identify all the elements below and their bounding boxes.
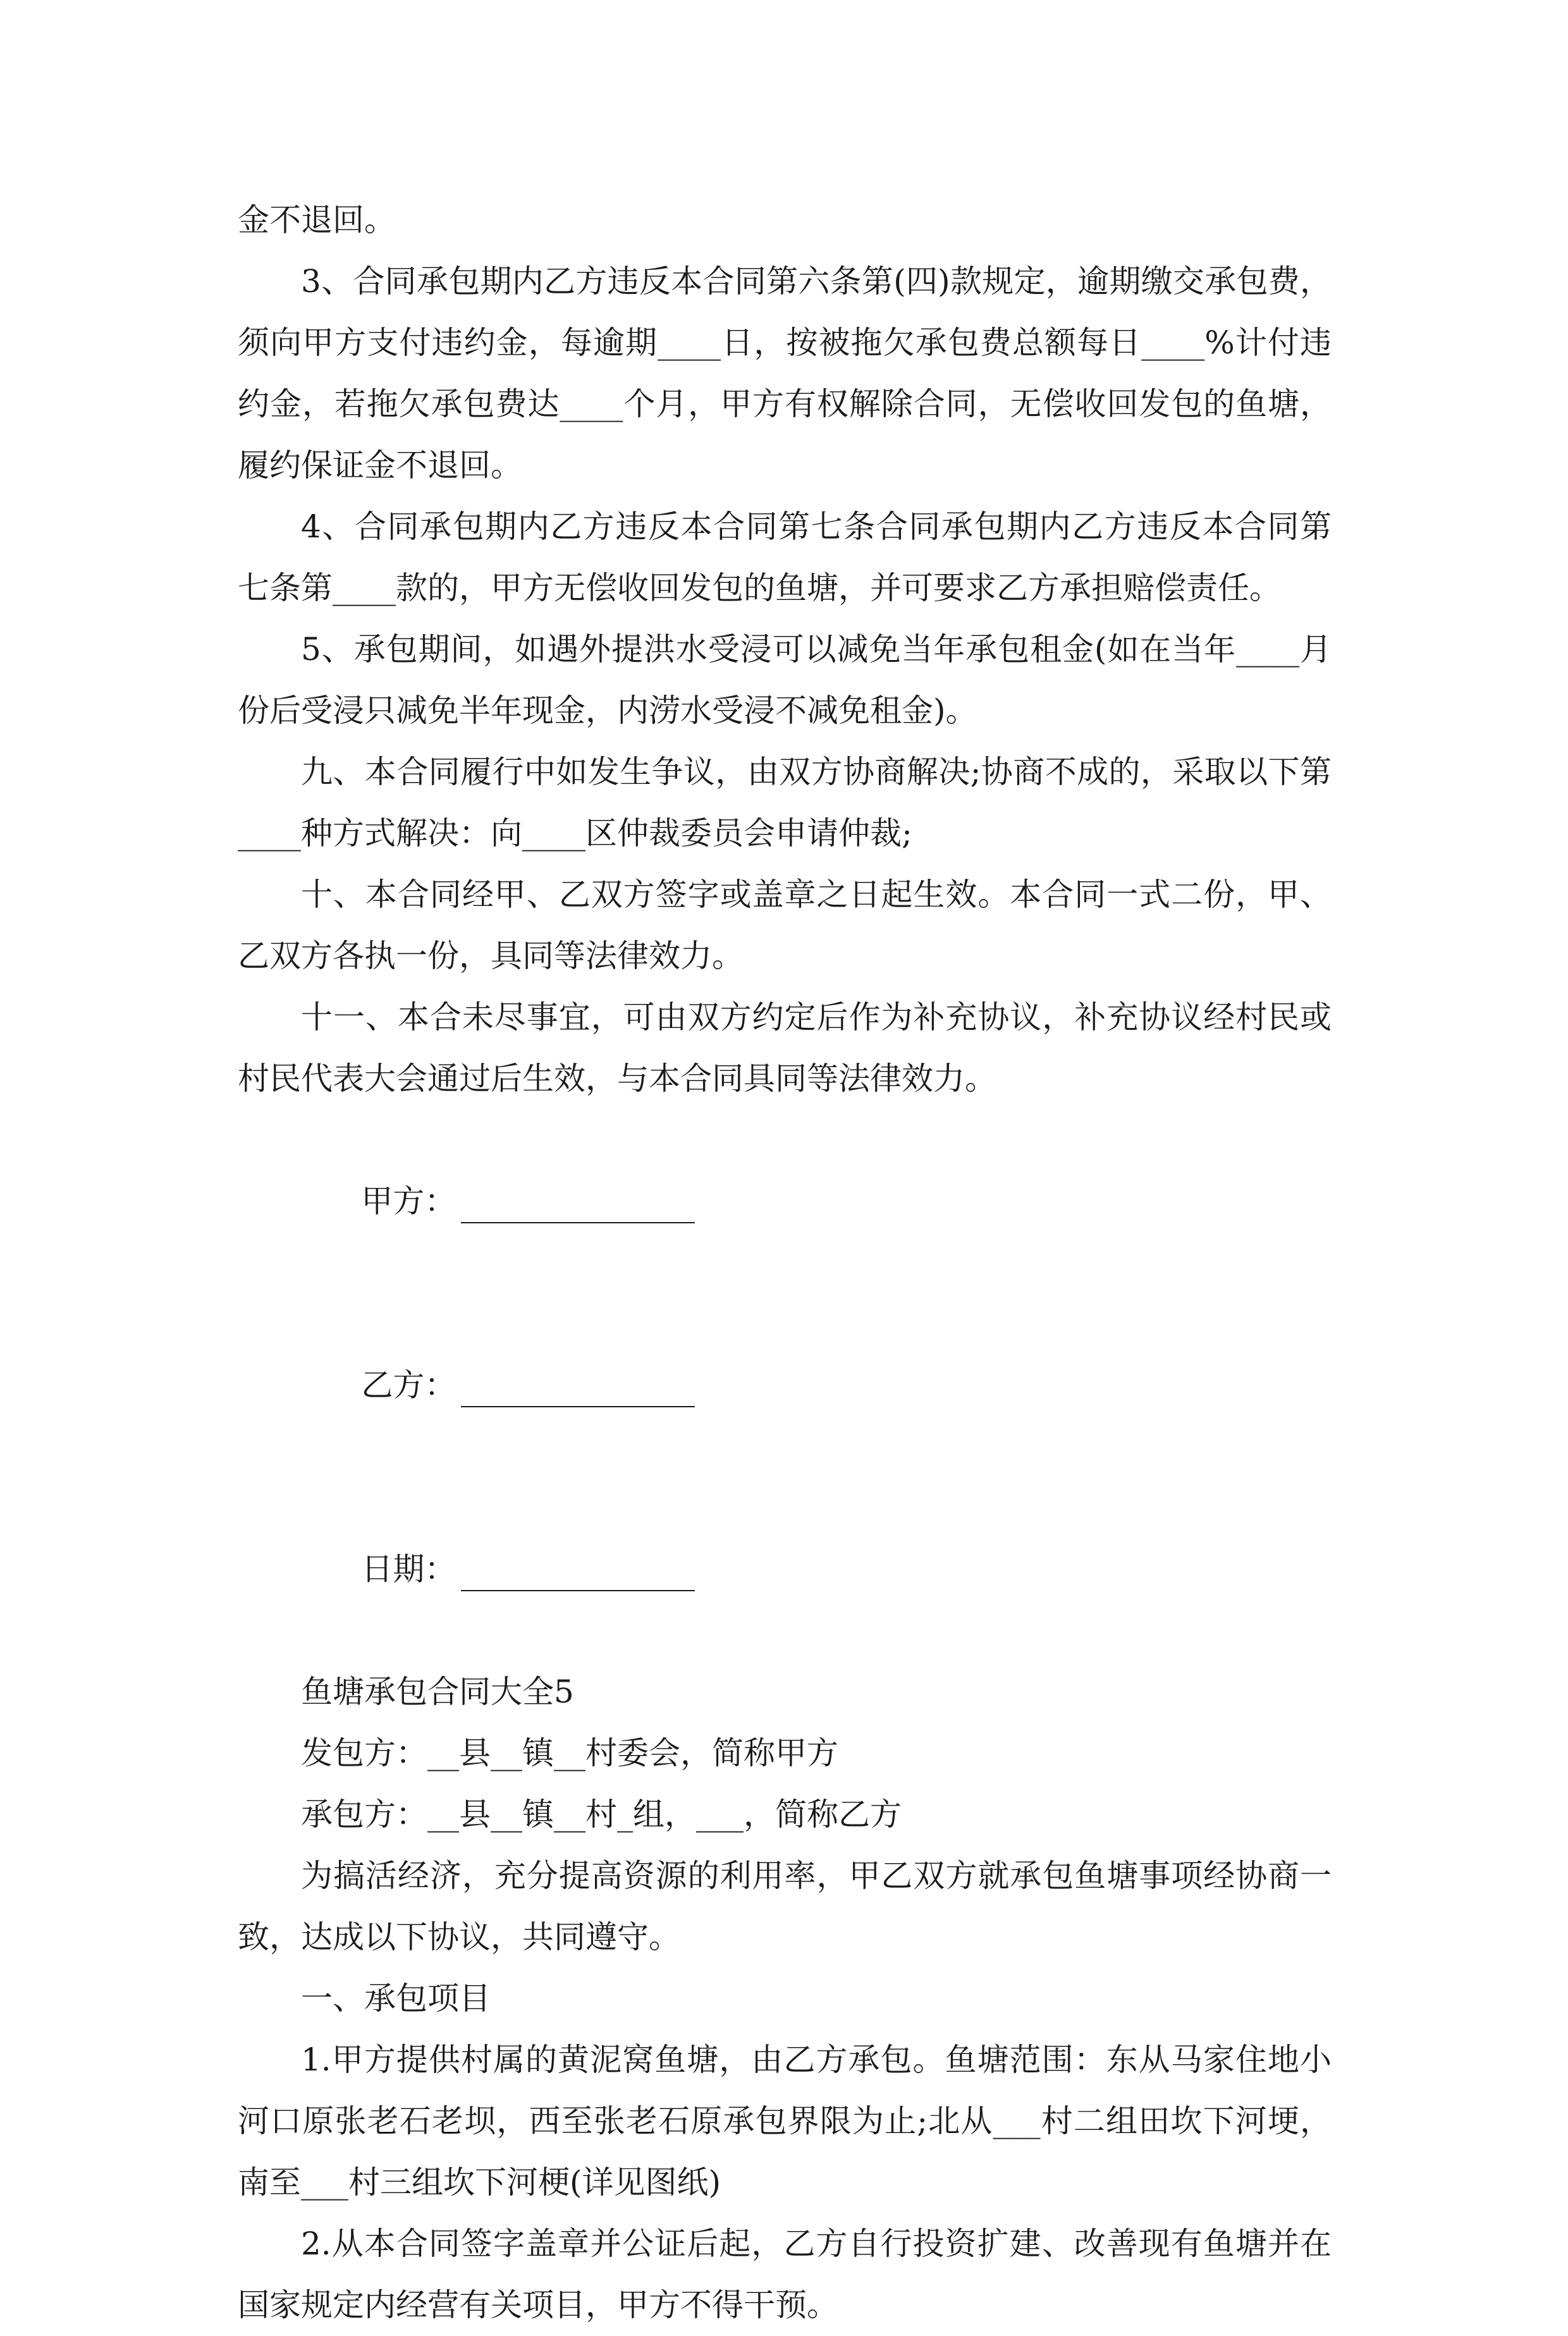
item-2-investment: 2.从本合同签字盖章并公证后起，乙方自行投资扩建、改善现有鱼塘并在国家规定内经营有关项目，甲方不得干预。 bbox=[238, 2225, 1332, 2323]
party-a-label: 甲方： bbox=[361, 1183, 456, 1220]
item-1-pond-scope: 1.甲方提供村属的黄泥窝鱼塘，由乙方承包。鱼塘范围：东从马家住地小河口原张老石老坝，西至张老石原承包界限为止;北从___村二组田坎下河埂，南至___村三组坎下河梗(详见图纸) bbox=[238, 2041, 1332, 2201]
contract-body bbox=[238, 190, 1332, 2336]
paragraph-continuation: 金不退回。 bbox=[238, 202, 396, 238]
signature-date bbox=[238, 1477, 1332, 1661]
clause-3-late-payment: 3、合同承包期内乙方违反本合同第六条第(四)款规定，逾期缴交承包费，须向甲方支付违约金，每逾期____日，按被拖欠承包费总额每日____%计付违约金，若拖欠承包费达____个月，甲方有权解除合同，无偿收回发包的鱼塘，履约保证金不退回。 bbox=[238, 263, 1332, 484]
signature-party-b bbox=[238, 1293, 1332, 1477]
date-signature-line bbox=[461, 1552, 695, 1591]
issuer-line: 发包方：__县__镇__村委会，简称甲方 bbox=[301, 1735, 838, 1771]
heading-contract-items: 一、承包项目 bbox=[301, 1980, 491, 2017]
party-b-signature-line bbox=[461, 1368, 695, 1407]
contractor-line: 承包方：__县__镇__村_组，___，简称乙方 bbox=[301, 1796, 902, 1833]
section-title: 鱼塘承包合同大全5 bbox=[301, 1673, 574, 1710]
party-b-label: 乙方： bbox=[361, 1367, 456, 1403]
clause-4-breach: 4、合同承包期内乙方违反本合同第七条合同承包期内乙方违反本合同第七条第____款的，甲方无偿收回发包的鱼塘，并可要求乙方承担赔偿责任。 bbox=[238, 508, 1332, 606]
clause-5-flood-relief: 5、承包期间，如遇外提洪水受浸可以减免当年承包租金(如在当年____月份后受浸只减免半年现金，内涝水受浸不减免租金)。 bbox=[238, 631, 1332, 729]
date-label: 日期： bbox=[361, 1551, 456, 1587]
signature-party-a bbox=[238, 1110, 1332, 1293]
article-9-dispute: 九、本合同履行中如发生争议，由双方协商解决;协商不成的，采取以下第____种方式解决：向____区仲裁委员会申请仲裁; bbox=[238, 754, 1332, 852]
article-11-supplement: 十一、本合未尽事宜，可由双方约定后作为补充协议，补充协议经村民或村民代表大会通过后生效，与本合同具同等法律效力。 bbox=[238, 999, 1332, 1097]
preamble: 为搞活经济，充分提高资源的利用率，甲乙双方就承包鱼塘事项经协商一致，达成以下协议，共同遵守。 bbox=[238, 1857, 1332, 1955]
party-a-signature-line bbox=[461, 1184, 695, 1223]
article-10-effect: 十、本合同经甲、乙双方签字或盖章之日起生效。本合同一式二份，甲、乙双方各执一份，具同等法律效力。 bbox=[238, 876, 1332, 974]
